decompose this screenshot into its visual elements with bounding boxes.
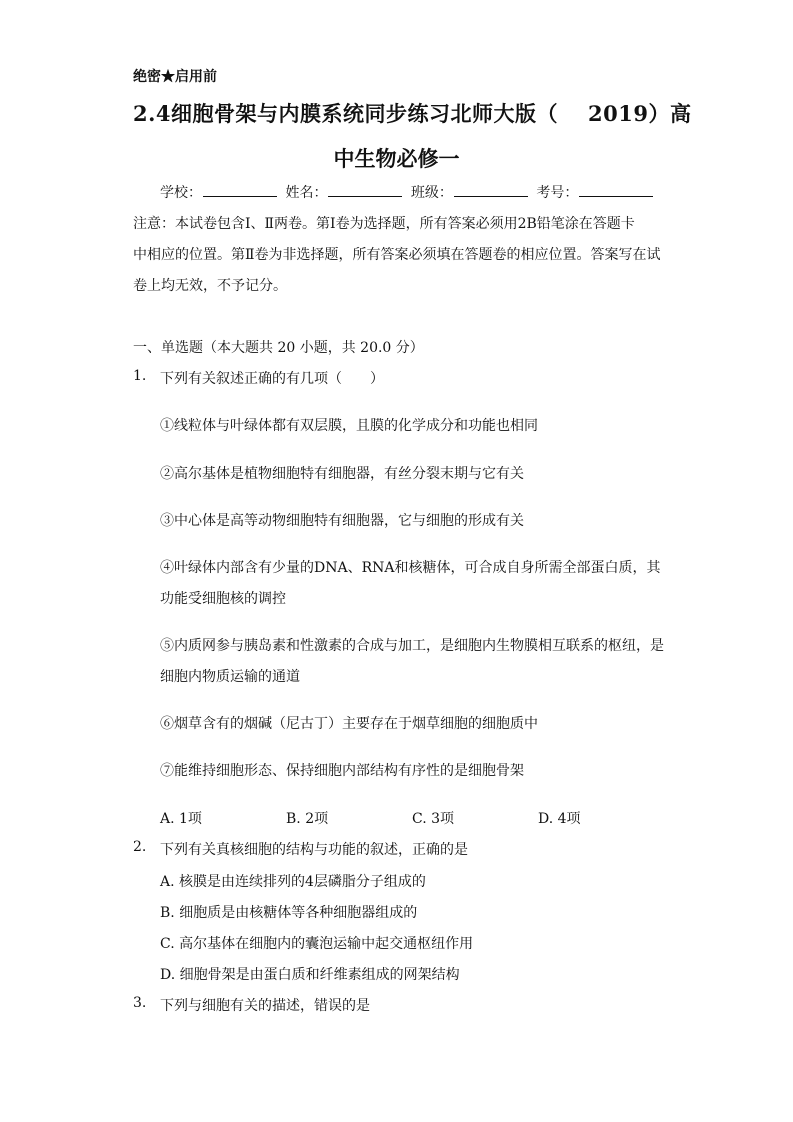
name-label: 姓名：: [285, 185, 328, 201]
question-number: 1.: [133, 368, 147, 384]
school-blank: [203, 184, 277, 197]
number-blank: [579, 184, 653, 197]
class-label: 班级：: [410, 185, 453, 201]
statement: ④叶绿体内部含有少量的DNA、RNA和核糖体，可合成自身所需全部蛋白质，其: [160, 560, 661, 576]
choice-a[interactable]: A. 1项: [160, 811, 202, 827]
statement: 细胞内物质运输的通道: [160, 669, 300, 685]
title-line-1: [133, 98, 692, 128]
question-number: 2.: [133, 839, 147, 855]
statement: ②高尔基体是植物细胞特有细胞器，有丝分裂末期与它有关: [160, 466, 524, 482]
statement: ⑦能维持细胞形态、保持细胞内部结构有序性的是细胞骨架: [160, 763, 524, 779]
title-line-2: 中生物必修一: [333, 146, 460, 171]
secret-label: 绝密★启用前: [133, 69, 217, 85]
option-c[interactable]: C. 高尔基体在细胞内的囊泡运输中起交通枢纽作用: [160, 936, 474, 952]
question-stem: 下列与细胞有关的描述，错误的是: [160, 998, 370, 1014]
notice-line: 中相应的位置。第Ⅱ卷为非选择题，所有答案必须填在答题卷的相应位置。答案写在试: [133, 247, 661, 263]
option-d[interactable]: D. 细胞骨架是由蛋白质和纤维素组成的网架结构: [160, 967, 460, 983]
question-stem: 下列有关叙述正确的有几项（ ）: [160, 371, 384, 387]
class-blank: [454, 184, 528, 197]
title-part-a: 2.4细胞骨架与内膜系统同步练习北师大版（: [133, 101, 559, 126]
notice-line: 注意：本试卷包含Ⅰ、Ⅱ两卷。第Ⅰ卷为选择题，所有答案必须用2B铅笔涂在答题卡: [133, 216, 635, 232]
name-blank: [328, 184, 402, 197]
option-b[interactable]: B. 细胞质是由核糖体等各种细胞器组成的: [160, 905, 418, 921]
student-info-row: [160, 182, 657, 202]
statement: ③中心体是高等动物细胞特有细胞器，它与细胞的形成有关: [160, 513, 524, 529]
number-label: 考号：: [536, 185, 579, 201]
statement: 功能受细胞核的调控: [160, 591, 286, 607]
statement: ①线粒体与叶绿体都有双层膜，且膜的化学成分和功能也相同: [160, 418, 538, 434]
statement: ⑥烟草含有的烟碱（尼古丁）主要存在于烟草细胞的细胞质中: [160, 716, 538, 732]
option-a[interactable]: A. 核膜是由连续排列的4层磷脂分子组成的: [160, 874, 426, 890]
section-title: 一、单选题（本大题共 20 小题，共 20.0 分）: [133, 340, 424, 356]
choice-b[interactable]: B. 2项: [286, 811, 329, 827]
statement: ⑤内质网参与胰岛素和性激素的合成与加工，是细胞内生物膜相互联系的枢纽，是: [160, 638, 664, 654]
question-stem: 下列有关真核细胞的结构与功能的叙述，正确的是: [160, 842, 468, 858]
choice-d[interactable]: D. 4项: [538, 811, 581, 827]
school-label: 学校：: [160, 185, 202, 201]
choice-c[interactable]: C. 3项: [412, 811, 455, 827]
title-part-b: 2019）高: [588, 101, 692, 126]
question-number: 3.: [133, 995, 147, 1011]
notice-line: 卷上均无效，不予记分。: [133, 278, 287, 294]
